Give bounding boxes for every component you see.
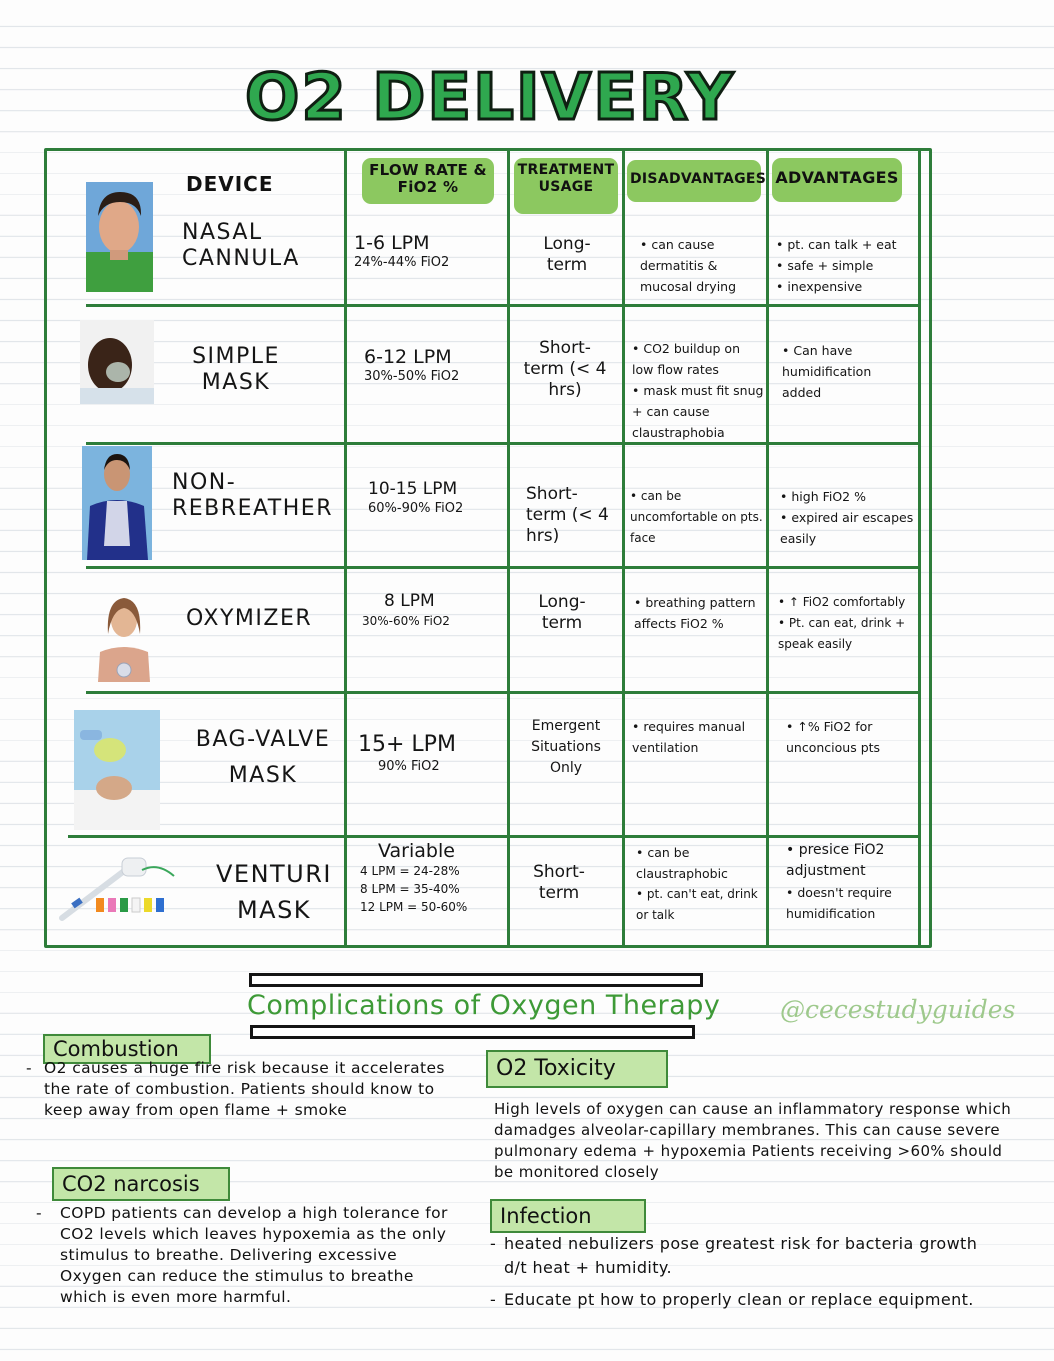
column-divider: [344, 150, 347, 946]
device-name: NASAL CANNULA: [182, 220, 300, 271]
combustion-text: - O2 causes a huge fire risk because it accelerates the rate of combustion. Patients should know to keep away from open flame + smoke: [26, 1059, 445, 1119]
treatment-usage: Short-term (< 4 hrs): [526, 484, 609, 546]
co2-narcosis-text: - COPD patients can develop a high tolerance for CO2 levels which leaves hypoxemia as the only stimulus to breathe. Delivering excessive Oxygen can reduce the stimulus to breathe which is even more harmful.: [36, 1204, 448, 1306]
column-divider: [622, 150, 625, 946]
header-flow-rate: FLOW RATE & FiO2 %: [362, 158, 494, 204]
flow-cell: [358, 732, 504, 776]
fio2-range: 60%-90% FiO2: [368, 501, 464, 516]
flow-rate: 1-6 LPM: [354, 232, 430, 254]
title-bar-bottom: [250, 1025, 695, 1039]
advantage-item: • safe + simple: [776, 258, 874, 273]
device-name: SIMPLE MASK: [192, 344, 280, 395]
disadvantage-item: • breathing pattern affects FiO2 %: [634, 595, 756, 631]
advantages-cell: [780, 486, 916, 549]
fio2-range: 90% FiO2: [378, 759, 440, 774]
row-divider: [86, 691, 921, 694]
o2-toxicity-text: High levels of oxygen can cause an inflammatory response which damadges alveolar-capillary membranes. This can cause severe pulmonary edema + hypoxemia Patients receiving >60% should be monitored closely: [494, 1100, 1012, 1181]
advantage-item: • high FiO2 %: [780, 489, 866, 504]
flow-rate: 10-15 LPM: [368, 479, 458, 499]
heading-combustion: Combustion: [43, 1034, 211, 1064]
oxymizer-illustration: [96, 590, 152, 682]
advantages-cell: [778, 592, 918, 655]
advantage-item: • Pt. can eat, drink + speak easily: [778, 616, 906, 651]
fio2-line: 4 LPM = 24-28%: [360, 864, 460, 878]
advantages-cell: [786, 716, 916, 758]
flow-rate: Variable: [378, 840, 455, 862]
woman-with-non-rebreather-photo: [82, 446, 152, 560]
header-advantages: ADVANTAGES: [772, 158, 902, 202]
fio2-line: 12 LPM = 50-60%: [360, 900, 468, 914]
device-name: BAG-VALVE MASK: [195, 727, 331, 788]
flow-cell: [364, 346, 504, 386]
flow-rate: 15+ LPM: [358, 732, 456, 757]
disadvantage-item: • requires manual ventilation: [632, 719, 746, 755]
disadvantages-cell: [630, 486, 766, 549]
disadvantage-item: • pt. can't eat, drink or talk: [636, 887, 758, 922]
disadvantages-cell: [632, 716, 764, 758]
row-divider: [86, 304, 921, 307]
disadvantages-cell: [636, 842, 766, 926]
advantage-item: • Can have humidification added: [782, 343, 872, 400]
header-disadvantages: DISADVANTAGES: [627, 160, 761, 202]
disadvantage-item: • can be uncomfortable on pts. face: [630, 489, 763, 545]
advantage-item: • doesn't require humidification: [786, 885, 892, 921]
disadvantages-cell: [634, 592, 764, 634]
heading-o2-toxicity: O2 Toxicity: [486, 1050, 668, 1088]
flow-cell: [354, 232, 502, 272]
treatment-usage: Long-term: [538, 592, 586, 633]
patient-with-simple-mask-photo: [80, 320, 154, 404]
title-bar-top: [249, 973, 703, 987]
heading-co2-narcosis: CO2 narcosis: [52, 1167, 230, 1201]
advantage-item: • expired air escapes easily: [780, 510, 914, 546]
infection-bullet: - heated nebulizers pose greatest risk for bacteria growth d/t heat + humidity.: [490, 1234, 978, 1277]
heading-infection: Infection: [490, 1199, 646, 1233]
advantage-item: • ↑ FiO2 comfortably: [778, 595, 906, 609]
advantages-cell: [786, 840, 918, 924]
disadvantages-cell: [632, 338, 764, 443]
infection-text: [490, 1232, 1004, 1312]
row-divider: [86, 566, 921, 569]
row-divider: [86, 442, 921, 445]
flow-cell: [362, 590, 502, 630]
disadvantage-item: • CO2 buildup on low flow rates: [632, 341, 740, 377]
disadvantage-item: • can cause dermatitis & mucosal drying: [640, 237, 737, 294]
man-with-nasal-cannula-photo: [86, 182, 153, 292]
fio2-range: 30%-50% FiO2: [364, 369, 460, 384]
column-divider: [507, 150, 510, 946]
row-divider: [68, 835, 921, 838]
venturi-mask-kit-photo: [58, 852, 178, 924]
infection-bullet: - Educate pt how to properly clean or replace equipment.: [490, 1290, 974, 1309]
fio2-range: 24%-44% FiO2: [354, 255, 450, 270]
device-name: OXYMIZER: [186, 606, 313, 631]
disadvantages-cell: [640, 234, 762, 297]
advantage-item: • pt. can talk + eat: [776, 237, 897, 252]
treatment-usage: Emergent Situations Only: [531, 718, 601, 776]
header-device: DEVICE: [186, 172, 274, 196]
column-divider: [918, 150, 921, 946]
advantage-item: • ↑% FiO2 for unconcious pts: [786, 719, 881, 755]
page-title: O2 DELIVERY: [245, 61, 736, 135]
advantages-cell: [782, 340, 914, 403]
flow-rate: 6-12 LPM: [364, 346, 452, 368]
flow-cell: [368, 478, 504, 518]
advantage-item: • inexpensive: [776, 279, 863, 294]
device-name: NON-REBREATHER: [172, 470, 333, 521]
advantage-item: • presice FiO2 adjustment: [786, 842, 885, 879]
disadvantage-item: • can be claustraphobic: [636, 845, 728, 881]
column-divider: [766, 150, 769, 946]
flow-rate: 8 LPM: [384, 591, 435, 611]
section-title: Complications of Oxygen Therapy: [247, 990, 721, 1021]
treatment-usage: Long-term: [543, 234, 591, 275]
bag-valve-mask-photo: [74, 710, 160, 830]
advantages-cell: [776, 234, 916, 297]
header-treatment-usage: TREATMENT USAGE: [514, 158, 618, 214]
fio2-range: 30%-60% FiO2: [362, 614, 450, 628]
disadvantage-item: • mask must fit snug + can cause claustraphobia: [632, 383, 764, 440]
treatment-usage: Short-term (< 4 hrs): [523, 338, 607, 400]
device-name: VENTURI MASK: [215, 860, 332, 924]
flow-cell: [360, 840, 506, 916]
treatment-usage: Short-term: [533, 862, 585, 903]
fio2-line: 8 LPM = 35-40%: [360, 882, 460, 896]
author-handle: @cecestudyguides: [780, 995, 1016, 1024]
